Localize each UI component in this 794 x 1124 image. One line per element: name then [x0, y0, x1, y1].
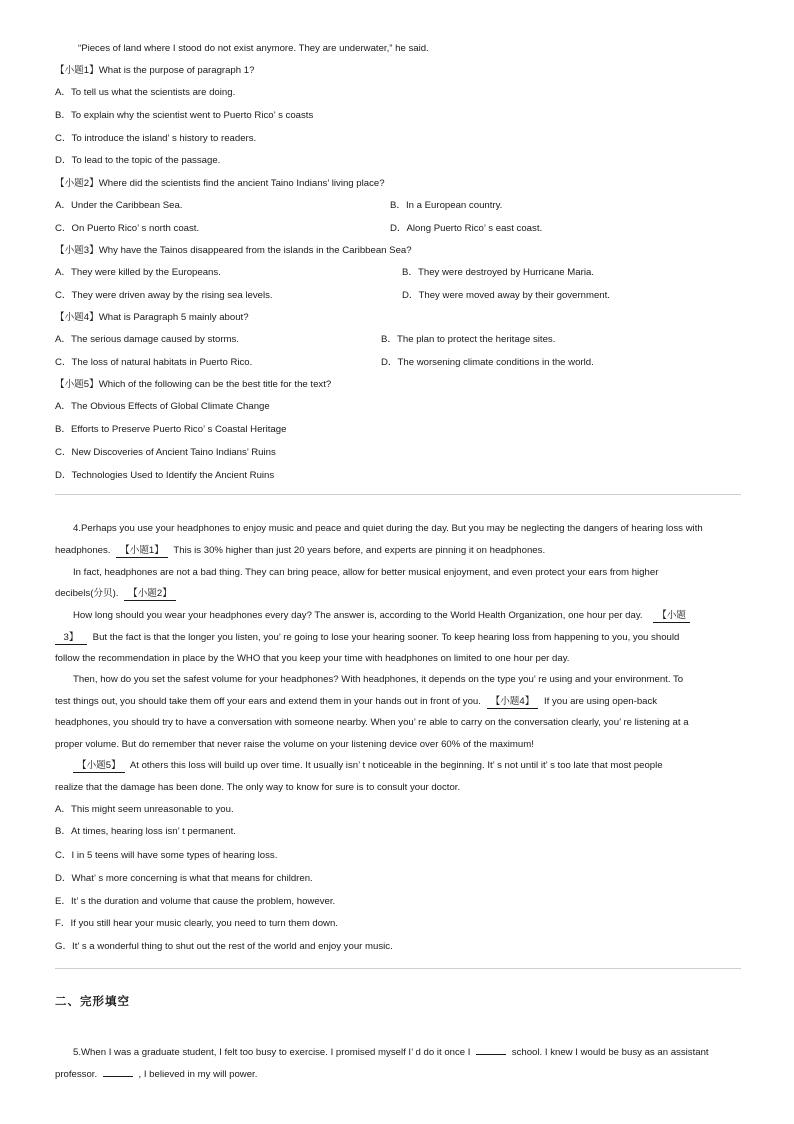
- answer-option: E．It’ s the duration and volume that cause the problem, however.: [55, 896, 336, 907]
- passage-text-segment: If you are using open-back: [544, 696, 658, 707]
- passage-text: 4.Perhaps you use your headphones to enjoy music and peace and quiet during the day. But you may be neglecting the dangers of hearing loss with: [73, 523, 703, 534]
- question-option: C．On Puerto Rico’ s north coast.: [55, 223, 200, 234]
- question-option: D．Along Puerto Rico’ s east coast.: [390, 223, 543, 234]
- question-option: D．To lead to the topic of the passage.: [55, 155, 221, 166]
- answer-option: C．I in 5 teens will have some types of hearing loss.: [55, 850, 278, 861]
- divider: [55, 494, 741, 495]
- answer-blank[interactable]: 3】: [55, 632, 87, 645]
- question-stem: 【小题5】Which of the following can be the best title for the text?: [55, 379, 332, 390]
- passage-text-segment: But the fact is that the longer you listen, you’ re going to lose your hearing sooner. To keep hearing loss from happening to you, you should: [92, 632, 680, 643]
- question-stem: 【小题3】Why have the Tainos disappeared from the islands in the Caribbean Sea?: [55, 245, 412, 256]
- passage-text-segment: How long should you wear your headphones every day? The answer is, according to the World Health Organization, one hour per day.: [73, 610, 643, 621]
- passage-text-segment: professor.: [55, 1069, 98, 1080]
- passage-text-segment: , I believed in my will power.: [138, 1069, 258, 1080]
- question-stem: 【小题2】Where did the scientists find the ancient Taino Indians’ living place?: [55, 178, 385, 189]
- answer-blank[interactable]: 【小题4】: [487, 696, 539, 709]
- passage-text: follow the recommendation in place by the WHO that you keep your time with headphones on limited to one hour per day.: [55, 653, 570, 664]
- question-stem: 【小题4】What is Paragraph 5 mainly about?: [55, 312, 249, 323]
- passage-text: [55, 1067, 257, 1081]
- passage-text: [55, 696, 657, 709]
- question-option: C．To introduce the island’ s history to readers.: [55, 133, 257, 144]
- answer-blank[interactable]: 【小题: [653, 610, 690, 623]
- question-stem: 【小题1】What is the purpose of paragraph 1?: [55, 65, 255, 76]
- question-option: A．To tell us what the scientists are doing.: [55, 87, 236, 98]
- question-option: D．Technologies Used to Identify the Ancient Ruins: [55, 470, 275, 481]
- answer-blank[interactable]: 【小题2】: [124, 588, 176, 601]
- answer-blank[interactable]: [103, 1067, 133, 1077]
- passage-text: [55, 588, 179, 601]
- passage-text-segment: This is 30% higher than just 20 years before, and experts are pinning it on headphones.: [173, 545, 546, 556]
- passage-text: [73, 610, 693, 623]
- answer-option: F．If you still hear your music clearly, you need to turn them down.: [55, 918, 338, 929]
- question-option: C．They were driven away by the rising sea levels.: [55, 290, 273, 301]
- answer-blank[interactable]: [476, 1045, 506, 1055]
- question-option: C．New Discoveries of Ancient Taino Indians’ Ruins: [55, 447, 276, 458]
- passage-text-segment: At others this loss will build up over time. It usually isn’ t noticeable in the beginning. It’ s not until it’ s too late that most people: [129, 760, 663, 771]
- passage-text-segment: school. I knew I would be busy as an assistant: [511, 1047, 709, 1058]
- question-option: B．To explain why the scientist went to Puerto Rico’ s coasts: [55, 110, 314, 121]
- passage-text: [73, 1045, 709, 1059]
- question-option: A．The serious damage caused by storms.: [55, 334, 239, 345]
- question-option: D．The worsening climate conditions in the world.: [381, 357, 594, 368]
- answer-blank[interactable]: 【小题5】: [73, 760, 125, 773]
- passage-text: [55, 545, 545, 558]
- passage-text: realize that the damage has been done. The only way to know for sure is to consult your doctor.: [55, 782, 461, 793]
- divider: [55, 968, 741, 969]
- question-option: B．The plan to protect the heritage sites.: [381, 334, 556, 345]
- passage-text: “Pieces of land where I stood do not exist anymore. They are underwater,” he said.: [78, 43, 429, 54]
- passage-text: In fact, headphones are not a bad thing. They can bring peace, allow for better musical enjoyment, and even protect your ears from higher: [73, 567, 659, 578]
- question-option: B．They were destroyed by Hurricane Maria.: [402, 267, 594, 278]
- question-option: A．The Obvious Effects of Global Climate Change: [55, 401, 270, 412]
- passage-text-segment: headphones.: [55, 545, 111, 556]
- passage-text: headphones, you should try to have a conversation with someone nearby. When you’ re able to carry on the conversation clearly, you’ re listening at a: [55, 717, 689, 728]
- answer-option: D．What’ s more concerning is what that means for children.: [55, 873, 313, 884]
- question-option: A．They were killed by the Europeans.: [55, 267, 221, 278]
- question-option: B．In a European country.: [390, 200, 503, 211]
- answer-option: B．At times, hearing loss isn’ t permanent.: [55, 826, 236, 837]
- question-option: B．Efforts to Preserve Puerto Rico’ s Coastal Heritage: [55, 424, 287, 435]
- answer-option: A．This might seem unreasonable to you.: [55, 804, 234, 815]
- question-option: A．Under the Caribbean Sea.: [55, 200, 183, 211]
- passage-text: proper volume. But do remember that never raise the volume on your listening device over 60% of the maximum!: [55, 739, 534, 750]
- passage-text-segment: test things out, you should take them off your ears and extend them in your hands out in front of you.: [55, 696, 481, 707]
- answer-option: G．It’ s a wonderful thing to shut out the rest of the world and enjoy your music.: [55, 941, 393, 952]
- question-option: C．The loss of natural habitats in Puerto Rico.: [55, 357, 253, 368]
- question-option: D．They were moved away by their government.: [402, 290, 610, 301]
- answer-blank[interactable]: 【小题1】: [116, 545, 168, 558]
- section-title: 二、完形填空: [55, 994, 130, 1008]
- passage-text-segment: 5.When I was a graduate student, I felt too busy to exercise. I promised myself I’ d do it once I: [73, 1047, 471, 1058]
- passage-text: Then, how do you set the safest volume for your headphones? With headphones, it depends on the type you’ re using and your environment. To: [73, 674, 684, 685]
- passage-text-segment: decibels(分贝).: [55, 588, 119, 599]
- passage-text: [73, 760, 663, 773]
- passage-text: [55, 632, 679, 645]
